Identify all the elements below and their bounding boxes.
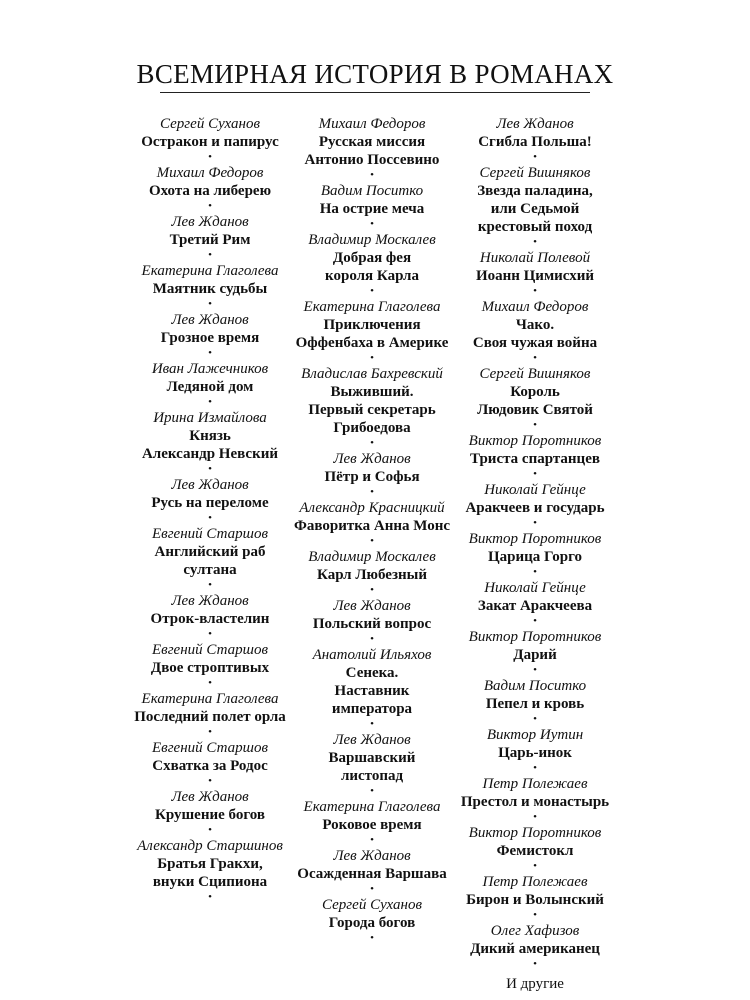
bullet-separator: • bbox=[370, 352, 374, 364]
bullet-separator: • bbox=[370, 633, 374, 645]
book-author: Вадим Поситко bbox=[320, 183, 424, 199]
book-author: Лев Жданов bbox=[333, 598, 411, 614]
bullet-separator: • bbox=[208, 249, 212, 261]
bullet-separator: • bbox=[533, 517, 537, 529]
book-title-line: Дарий bbox=[513, 647, 557, 663]
bullet-separator: • bbox=[208, 347, 212, 359]
book-title-line: Остракон и папирус bbox=[141, 134, 279, 150]
book-title-line: Грозное время bbox=[160, 330, 260, 346]
book-author: Николай Гейнце bbox=[484, 580, 586, 596]
book-title-line: Русская миссия bbox=[318, 134, 426, 150]
book-title-line: Фемистокл bbox=[496, 843, 574, 859]
bullet-separator: • bbox=[370, 437, 374, 449]
book-title-line: Отрок-властелин bbox=[150, 611, 270, 627]
book-entry bbox=[435, 530, 635, 579]
book-title-line: Пётр и Софья bbox=[324, 469, 420, 485]
title-divider bbox=[160, 92, 590, 93]
bullet-separator: • bbox=[370, 535, 374, 547]
book-title-line: внуки Сципиона bbox=[152, 874, 268, 890]
book-entry bbox=[435, 164, 635, 249]
bullet-separator: • bbox=[370, 218, 374, 230]
bullet-separator: • bbox=[533, 236, 537, 248]
book-title-line: Двое строптивых bbox=[150, 660, 270, 676]
bullet-separator: • bbox=[208, 396, 212, 408]
book-author: Петр Полежаев bbox=[482, 776, 588, 792]
book-entry bbox=[435, 115, 635, 164]
bullet-separator: • bbox=[208, 298, 212, 310]
book-entry bbox=[435, 365, 635, 432]
book-title-line: Схватка за Родос bbox=[152, 758, 268, 774]
bullet-separator: • bbox=[208, 151, 212, 163]
bullet-separator: • bbox=[208, 677, 212, 689]
book-title-line: Первый секретарь bbox=[308, 402, 436, 418]
book-entry bbox=[435, 873, 635, 922]
book-title-line: короля Карла bbox=[325, 268, 419, 284]
book-author: Виктор Поротников bbox=[468, 531, 602, 547]
book-author: Екатерина Глаголева bbox=[303, 299, 441, 315]
book-title-line: крестовый поход bbox=[477, 219, 593, 235]
book-entry bbox=[435, 432, 635, 481]
book-author: Николай Гейнце bbox=[484, 482, 586, 498]
book-author: Александр Красницкий bbox=[299, 500, 445, 516]
book-author: Евгений Старшов bbox=[152, 526, 268, 542]
book-entry bbox=[435, 922, 635, 971]
book-author: Виктор Поротников bbox=[468, 433, 602, 449]
book-title-line: Сенека. bbox=[345, 665, 399, 681]
book-title-line: Русь на переломе bbox=[151, 495, 269, 511]
book-title-line: Александр Невский bbox=[141, 446, 279, 462]
book-title-line: Приключения bbox=[323, 317, 421, 333]
book-author: Лев Жданов bbox=[171, 477, 249, 493]
bullet-separator: • bbox=[208, 726, 212, 738]
book-title-line: Третий Рим bbox=[169, 232, 251, 248]
book-title-line: Звезда паладина, bbox=[477, 183, 593, 199]
bullet-separator: • bbox=[533, 468, 537, 480]
book-author: Владимир Москалев bbox=[308, 549, 436, 565]
bullet-separator: • bbox=[370, 486, 374, 498]
book-author: Иван Лажечников bbox=[151, 361, 269, 377]
bullet-separator: • bbox=[533, 909, 537, 921]
book-author: Евгений Старшов bbox=[152, 642, 268, 658]
bullet-separator: • bbox=[208, 628, 212, 640]
book-entry bbox=[435, 628, 635, 677]
bullet-separator: • bbox=[370, 584, 374, 596]
bullet-separator: • bbox=[370, 932, 374, 944]
bullet-separator: • bbox=[533, 958, 537, 970]
book-author: Виктор Поротников bbox=[468, 629, 602, 645]
book-title-line: Царица Горго bbox=[487, 549, 583, 565]
book-title-line: Триста спартанцев bbox=[470, 451, 600, 467]
book-title-line: Маятник судьбы bbox=[152, 281, 268, 297]
book-title-line: Аракчеев и государь bbox=[465, 500, 605, 516]
book-author: Лев Жданов bbox=[333, 451, 411, 467]
bullet-separator: • bbox=[208, 824, 212, 836]
bullet-separator: • bbox=[370, 169, 374, 181]
book-author: Лев Жданов bbox=[171, 789, 249, 805]
others-note: И другие bbox=[506, 976, 564, 992]
bullet-separator: • bbox=[533, 860, 537, 872]
book-title-line: Охота на либерею bbox=[148, 183, 272, 199]
book-author: Вадим Поситко bbox=[483, 678, 587, 694]
book-author: Михаил Федоров bbox=[318, 116, 426, 132]
book-title-line: Варшавский bbox=[328, 750, 416, 766]
book-title-line: султана bbox=[183, 562, 237, 578]
bullet-separator: • bbox=[533, 285, 537, 297]
book-entry bbox=[435, 579, 635, 628]
book-title-line: листопад bbox=[340, 768, 404, 784]
book-title-line: Братья Гракхи, bbox=[157, 856, 263, 872]
book-title-line: Король bbox=[510, 384, 560, 400]
book-title-line: Выживший. bbox=[330, 384, 414, 400]
bullet-separator: • bbox=[208, 579, 212, 591]
book-author: Владимир Москалев bbox=[308, 232, 436, 248]
bullet-separator: • bbox=[533, 713, 537, 725]
book-author: Виктор Поротников bbox=[468, 825, 602, 841]
book-title-line: Карл Любезный bbox=[317, 567, 427, 583]
bullet-separator: • bbox=[208, 200, 212, 212]
book-title-line: Закат Аракчеева bbox=[477, 598, 593, 614]
bullet-separator: • bbox=[533, 566, 537, 578]
book-title-line: Своя чужая война bbox=[472, 335, 598, 351]
book-author: Лев Жданов bbox=[496, 116, 574, 132]
book-author: Сергей Суханов bbox=[160, 116, 260, 132]
book-author: Екатерина Глаголева bbox=[141, 263, 279, 279]
book-title-line: Польский вопрос bbox=[312, 616, 432, 632]
book-author: Петр Полежаев bbox=[482, 874, 588, 890]
book-title-line: Города богов bbox=[328, 915, 416, 931]
bullet-separator: • bbox=[533, 762, 537, 774]
book-entry bbox=[435, 824, 635, 873]
book-title-line: Фаворитка Анна Монс bbox=[293, 518, 451, 534]
book-entry bbox=[435, 677, 635, 726]
book-author: Лев Жданов bbox=[171, 312, 249, 328]
book-author: Сергей Вишняков bbox=[479, 366, 591, 382]
bullet-separator: • bbox=[208, 891, 212, 903]
book-title-line: Князь bbox=[189, 428, 231, 444]
book-title-line: На острие меча bbox=[319, 201, 425, 217]
book-entry bbox=[435, 298, 635, 365]
book-title-line: Антонио Поссевино bbox=[304, 152, 440, 168]
book-title-line: Бирон и Волынский bbox=[466, 892, 604, 908]
book-title-line: Людовик Святой bbox=[477, 402, 593, 418]
book-entry bbox=[435, 775, 635, 824]
bullet-separator: • bbox=[533, 151, 537, 163]
book-author: Олег Хафизов bbox=[490, 923, 580, 939]
book-author: Сергей Вишняков bbox=[479, 165, 591, 181]
book-author: Сергей Суханов bbox=[322, 897, 422, 913]
book-title-line: Иоанн Цимисхий bbox=[475, 268, 595, 284]
book-title-line: Последний полет орла bbox=[134, 709, 286, 725]
bullet-separator: • bbox=[533, 664, 537, 676]
book-author: Лев Жданов bbox=[171, 214, 249, 230]
bullet-separator: • bbox=[370, 834, 374, 846]
book-title-line: Осажденная Варшава bbox=[297, 866, 447, 882]
bullet-separator: • bbox=[370, 285, 374, 297]
book-title-line: Грибоедова bbox=[333, 420, 411, 436]
book-author: Николай Полевой bbox=[479, 250, 591, 266]
book-title-line: Наставник bbox=[334, 683, 410, 699]
column-3 bbox=[435, 115, 635, 993]
book-title-line: Ледяной дом bbox=[166, 379, 254, 395]
book-entry bbox=[435, 726, 635, 775]
book-title-line: Английский раб bbox=[154, 544, 266, 560]
bullet-separator: • bbox=[533, 419, 537, 431]
book-entry bbox=[435, 481, 635, 530]
book-author: Екатерина Глаголева bbox=[141, 691, 279, 707]
book-title-line: Престол и монастырь bbox=[460, 794, 610, 810]
bullet-separator: • bbox=[208, 463, 212, 475]
book-title-line: или Седьмой bbox=[490, 201, 580, 217]
book-entry bbox=[435, 249, 635, 298]
book-author: Евгений Старшов bbox=[152, 740, 268, 756]
page-title: ВСЕМИРНАЯ ИСТОРИЯ В РОМАНАХ bbox=[136, 59, 614, 89]
book-title-line: Сгибла Польша! bbox=[478, 134, 592, 150]
book-title-line: Царь-инок bbox=[498, 745, 572, 761]
bullet-separator: • bbox=[370, 718, 374, 730]
bullet-separator: • bbox=[533, 811, 537, 823]
book-author: Екатерина Глаголева bbox=[303, 799, 441, 815]
book-title-line: Роковое время bbox=[322, 817, 422, 833]
book-title-line: Дикий американец bbox=[470, 941, 600, 957]
book-author: Лев Жданов bbox=[333, 848, 411, 864]
book-author: Анатолий Ильяхов bbox=[312, 647, 432, 663]
book-author: Владислав Бахревский bbox=[301, 366, 443, 382]
book-author: Михаил Федоров bbox=[481, 299, 589, 315]
bullet-separator: • bbox=[370, 785, 374, 797]
book-title-line: Чако. bbox=[515, 317, 555, 333]
bullet-separator: • bbox=[533, 352, 537, 364]
book-title-line: Крушение богов bbox=[154, 807, 265, 823]
book-author: Ирина Измайлова bbox=[153, 410, 267, 426]
book-author: Михаил Федоров bbox=[156, 165, 264, 181]
bullet-separator: • bbox=[208, 512, 212, 524]
bullet-separator: • bbox=[370, 883, 374, 895]
book-author: Александр Старшинов bbox=[137, 838, 283, 854]
bullet-separator: • bbox=[208, 775, 212, 787]
bullet-separator: • bbox=[533, 615, 537, 627]
book-author: Виктор Иутин bbox=[486, 727, 584, 743]
book-title-line: императора bbox=[331, 701, 413, 717]
book-title-line: Оффенбаха в Америке bbox=[295, 335, 449, 351]
book-title-line: Пепел и кровь bbox=[485, 696, 585, 712]
book-author: Лев Жданов bbox=[171, 593, 249, 609]
book-title-line: Добрая фея bbox=[332, 250, 412, 266]
book-author: Лев Жданов bbox=[333, 732, 411, 748]
